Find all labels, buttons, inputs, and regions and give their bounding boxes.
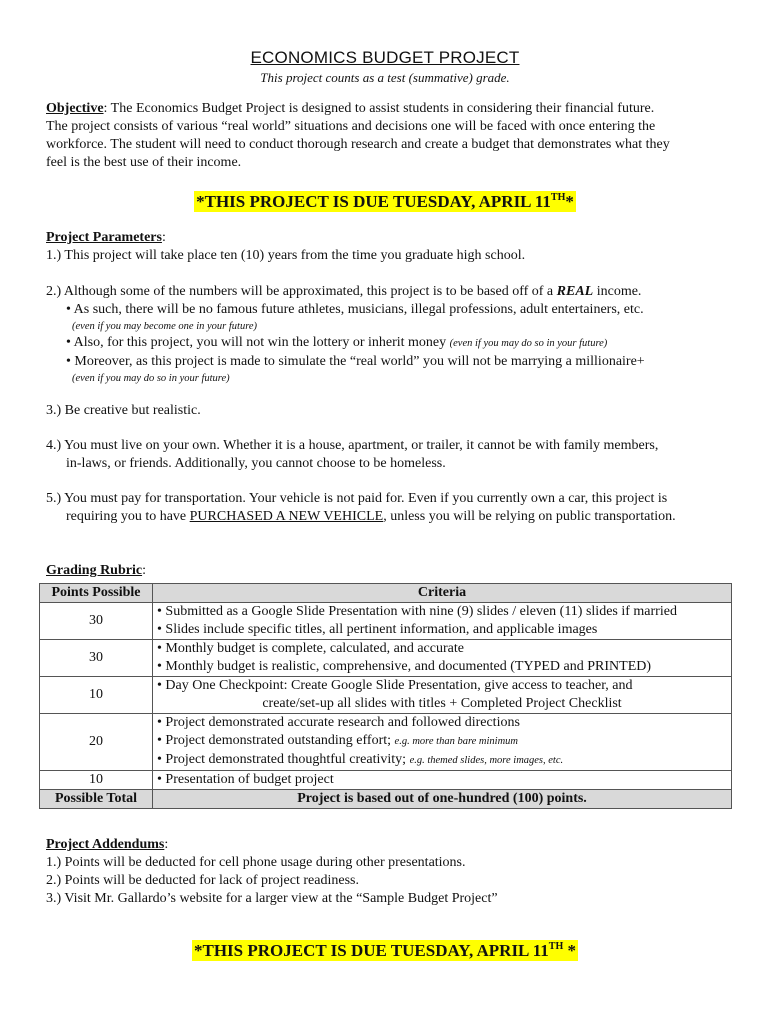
- table-row: [40, 603, 732, 640]
- total-text-cell: Project is based out of one-hundred (100) points.: [153, 790, 732, 809]
- due-banner-top: *THIS PROJECT IS DUE TUESDAY, APRIL 11TH*: [196, 192, 574, 211]
- table-row: [40, 771, 732, 790]
- points-cell: 10: [40, 771, 153, 790]
- table-total-row: [40, 790, 732, 809]
- criteria-cell: • Monthly budget is complete, calculated, and accurate • Monthly budget is realistic, comprehensive, and documented (TYPED and PRINTED): [153, 640, 732, 677]
- parameter-note: (even if you may do so in your future): [72, 373, 230, 384]
- column-header-points: Points Possible: [40, 584, 153, 603]
- objective-line: workforce. The student will need to conduct thorough research and create a budget that demonstrates what they: [46, 137, 670, 152]
- page-title: ECONOMICS BUDGET PROJECT: [250, 48, 520, 67]
- list-item: 3.) Visit Mr. Gallardo’s website for a larger view at the “Sample Budget Project”: [46, 891, 498, 906]
- parameter-bullet: • Moreover, as this project is made to simulate the “real world” you will not be marrying a millionaire+: [66, 354, 645, 369]
- table-header-row: [40, 584, 732, 603]
- parameter-note: (even if you may become one in your future): [72, 321, 258, 332]
- criteria-cell: • Submitted as a Google Slide Presentation with nine (9) slides / eleven (11) slides if married • Slides include specific titles, all pertinent information, and applicable images: [153, 603, 732, 640]
- objective-line: feel is the best use of their income.: [46, 155, 242, 170]
- due-banner-bottom: *THIS PROJECT IS DUE TUESDAY, APRIL 11TH *: [194, 941, 576, 960]
- objective-section: Objective: The Economics Budget Project is designed to assist students in considering their financial future. The project consists of various “real world” situations and decisions one will be faced with once entering the workforce. The student will need to conduct thorough research and create a budget that demonstrates what they feel is the best use of their income.: [46, 100, 736, 172]
- parameters-heading: Project Parameters: [46, 230, 162, 245]
- list-item: 1.) Points will be deducted for cell phone usage during other presentations.: [46, 855, 466, 870]
- table-row: [40, 714, 732, 771]
- parameter-item-5: 5.) You must pay for transportation. Your vehicle is not paid for. Even if you currently own a car, this project is requiring you to have PURCHASED A NEW VEHICLE, unless you will be relying on public transportation.: [46, 491, 676, 524]
- total-label-cell: Possible Total: [40, 790, 153, 809]
- points-cell: 30: [40, 640, 153, 677]
- table-row: [40, 640, 732, 677]
- list-item: 2.) Points will be deducted for lack of project readiness.: [46, 873, 359, 888]
- rubric-heading-line: Grading Rubric:: [46, 563, 146, 578]
- table-row: [40, 677, 732, 714]
- parameter-item-3: 3.) Be creative but realistic.: [46, 403, 201, 418]
- points-cell: 10: [40, 677, 153, 714]
- parameters-section: Project Parameters: 1.) This project will take place ten (10) years from the time you graduate high school.: [46, 229, 736, 265]
- parameter-item: 1.) This project will take place ten (10) years from the time you graduate high school.: [46, 248, 526, 263]
- addendums-heading: Project Addendums: [46, 837, 165, 852]
- criteria-cell: • Day One Checkpoint: Create Google Slide Presentation, give access to teacher, and create/set-up all slides with titles + Completed Project Checklist: [153, 677, 732, 714]
- column-header-criteria: Criteria: [153, 584, 732, 603]
- objective-line: The project consists of various “real world” situations and decisions one will be faced with once entering the: [46, 119, 656, 134]
- objective-heading: Objective: [46, 101, 104, 116]
- grading-rubric-table: [39, 583, 732, 809]
- addendums-section: Project Addendums: 1.) Points will be deducted for cell phone usage during other presentations. 2.) Points will be deducted for lack of project readiness. 3.) Visit Mr. Gallardo’s website for a larger view at the “Sample Budget Project”: [46, 836, 736, 908]
- parameter-item-2: 2.) Although some of the numbers will be approximated, this project is to be based off of a REAL income. • As such, there will be no famous future athletes, musicians, illegal professions, adult entertainers, etc. (even if you may become one in your future) • Also, for this project, you will not win the lottery or inherit money (even if you may do so in your future) • Moreover, as this project is made to simulate the “real world” you will not be marrying a millionaire+ (even if you may do so in your future): [46, 283, 736, 386]
- rubric-heading: Grading Rubric: [46, 563, 143, 578]
- criteria-cell: • Project demonstrated accurate research and followed directions • Project demonstrated outstanding effort; e.g. more than bare minimum • Project demonstrated thoughtful creativity; e.g. themed slides, more images, etc.: [153, 714, 732, 771]
- criteria-cell: • Presentation of budget project: [153, 771, 732, 790]
- points-cell: 30: [40, 603, 153, 640]
- page-subtitle: This project counts as a test (summative) grade.: [260, 70, 510, 85]
- objective-line: The Economics Budget Project is designed to assist students in considering their financial future.: [110, 101, 655, 116]
- parameter-item-4: 4.) You must live on your own. Whether it is a house, apartment, or trailer, it cannot be with family members, in-laws, or friends. Additionally, you cannot choose to be homeless.: [46, 438, 659, 471]
- parameter-bullet: • Also, for this project, you will not win the lottery or inherit money (even if you may do so in your future): [66, 335, 608, 350]
- points-cell: 20: [40, 714, 153, 771]
- parameter-bullet: • As such, there will be no famous future athletes, musicians, illegal professions, adult entertainers, etc.: [66, 302, 644, 317]
